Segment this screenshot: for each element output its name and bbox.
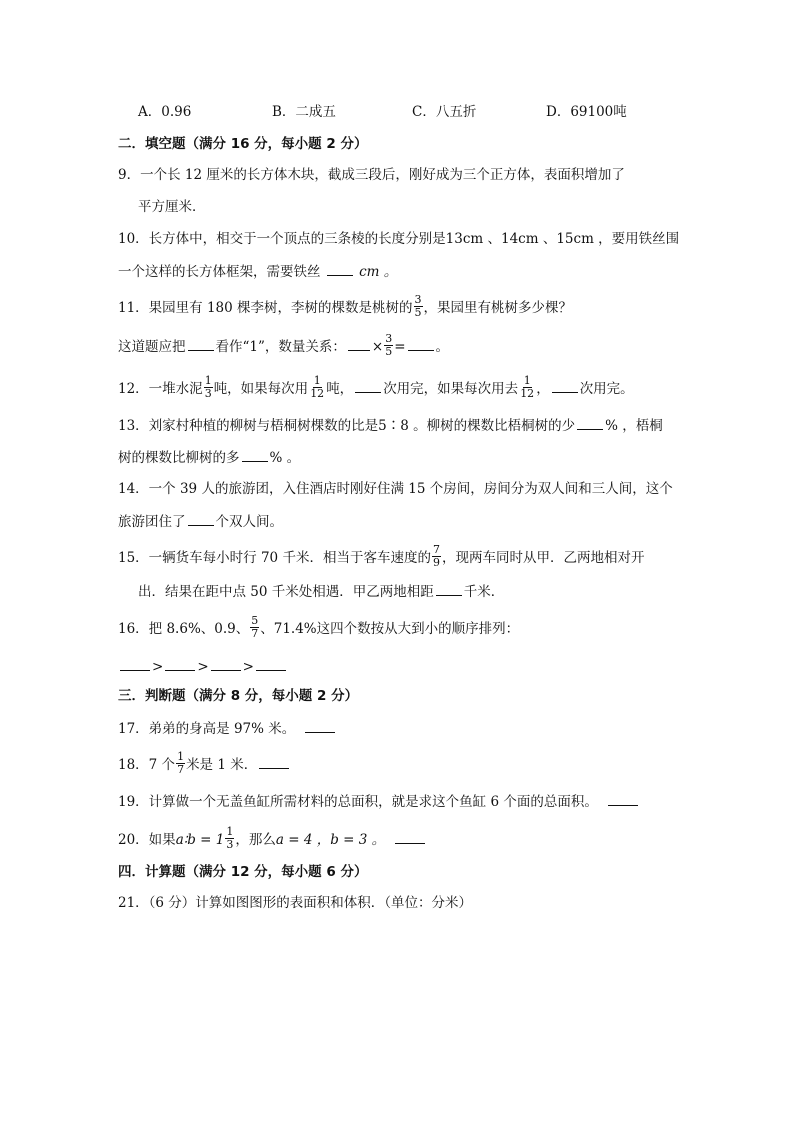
question-16-answer-row: > > > [118,656,288,677]
answer-blank[interactable] [305,718,335,733]
answer-blank[interactable] [259,754,289,769]
question-11-relation: 看作“1”，数量关系： [215,339,346,355]
question-10-line1: 10．长方体中，相交于一个顶点的三条棱的长度分别是13cm 、14cm 、15cm ，要用铁丝围 [118,231,680,247]
question-19-line: 19．计算做一个无盖鱼缸所需材料的总面积，就是求这个鱼缸 6 个面的总面积。 [118,791,640,812]
question-11-prompt: 这道题应把 [118,339,186,355]
fraction: $\frac{1}{3}$ [226,825,234,851]
fraction: $\frac{1}{12}$ [520,374,535,400]
section-heading-fill-in: 二．填空题（满分 16 分，每小题 2 分） [118,136,368,152]
question-16-line1: 16．把 8.6%、0.9、 $\frac{5}{7}$ 、71.4%这四个数按从大到小的顺序排列： [118,614,520,640]
question-17-line: 17．弟弟的身高是 97% 米。 [118,718,337,739]
answer-blank[interactable] [327,261,353,276]
answer-blank[interactable] [348,336,370,351]
question-9-line2 [138,197,206,217]
option-b: B．二成五 [272,104,336,120]
fraction: $\frac{1}{3}$ [204,374,212,400]
answer-blank[interactable] [395,829,425,844]
fraction: $\frac{1}{7}$ [177,750,185,776]
question-12-line: 12．一堆水泥 $\frac{1}{3}$ 吨，如果每次用 $\frac{1}{12}$ 吨， 次用完，如果每次用去 $\frac{1}{12}$ ， 次用完。 [118,374,634,400]
question-11-text-end: ，果园里有桃树多少棵？ [423,300,573,316]
question-13-line2: 树的棵数比柳树的多 % 。 [118,447,300,468]
answer-blank[interactable] [256,656,286,671]
option-d: D．69100吨 [546,104,627,120]
question-11-line2: 这道题应把 看作“1”，数量关系： × $\frac{3}{5}$ = 。 [118,332,450,358]
answer-blank[interactable] [188,511,214,526]
answer-blank[interactable] [436,581,462,596]
answer-blank[interactable] [608,791,638,806]
option-c: C．八五折 [412,104,477,120]
answer-blank[interactable] [211,656,241,671]
section-heading-calculation: 四．计算题（满分 12 分，每小题 6 分） [118,864,368,880]
question-11-line1 [118,293,573,321]
fraction: $\frac{7}{9}$ [432,543,440,569]
question-10-text: 一个这样的长方体框架，需要铁丝 [118,264,321,280]
question-9-line1: 9．一个长 12 厘米的长方体木块，截成三段后，刚好成为三个正方体，表面积增加了 [118,167,625,183]
fraction: $\frac{1}{12}$ [310,374,325,400]
answer-blank[interactable] [355,378,381,393]
question-10-line2 [118,261,397,282]
question-11-text: 11．果园里有 180 棵李树，李树的棵数是桃树的 [118,300,413,316]
question-10-unit: cm 。 [359,264,398,280]
section-heading-judgement: 三．判断题（满分 8 分，每小题 2 分） [118,688,359,704]
question-13-line1: 13．刘家村种植的柳树与梧桐树棵数的比是5∶8 。柳树的棵数比梧桐树的少 % ，梧桐 [118,415,663,436]
answer-blank[interactable] [408,336,434,351]
question-9-unit: 平方厘米． [138,199,206,215]
answer-blank[interactable] [552,378,578,393]
answer-blank[interactable] [242,447,268,462]
answer-blank[interactable] [120,656,150,671]
question-20-line: 20．如果a∶b = 1 $\frac{1}{3}$ ，那么a = 4 ，b = 3 。 [118,828,427,853]
question-14-line1: 14．一个 39 人的旅游团，入住酒店时刚好住满 15 个房间，房间分为双人间和三人间，这个 [118,481,673,497]
fraction: $\frac{3}{5}$ [385,332,393,358]
question-18-line: 18．7 个 $\frac{1}{7}$ 米是 1 米． [118,753,291,778]
answer-blank[interactable] [188,336,214,351]
answer-blank[interactable] [577,415,603,430]
fraction: $\frac{3}{5}$ [414,293,422,319]
option-a: A．0.96 [138,104,192,120]
question-21-line: 21．（6 分）计算如图图形的表面积和体积．（单位：分米） [118,895,473,911]
answer-blank[interactable] [165,656,195,671]
question-14-line2: 旅游团住了 个双人间。 [118,511,283,532]
question-15-line1: 15．一辆货车每小时行 70 千米．相当于客车速度的 $\frac{7}{9}$ ，现两车同时从甲．乙两地相对开 [118,543,645,569]
question-15-line2: 出．结果在距中点 50 千米处相遇．甲乙两地相距 千米． [138,581,504,602]
fraction: $\frac{5}{7}$ [251,614,259,640]
